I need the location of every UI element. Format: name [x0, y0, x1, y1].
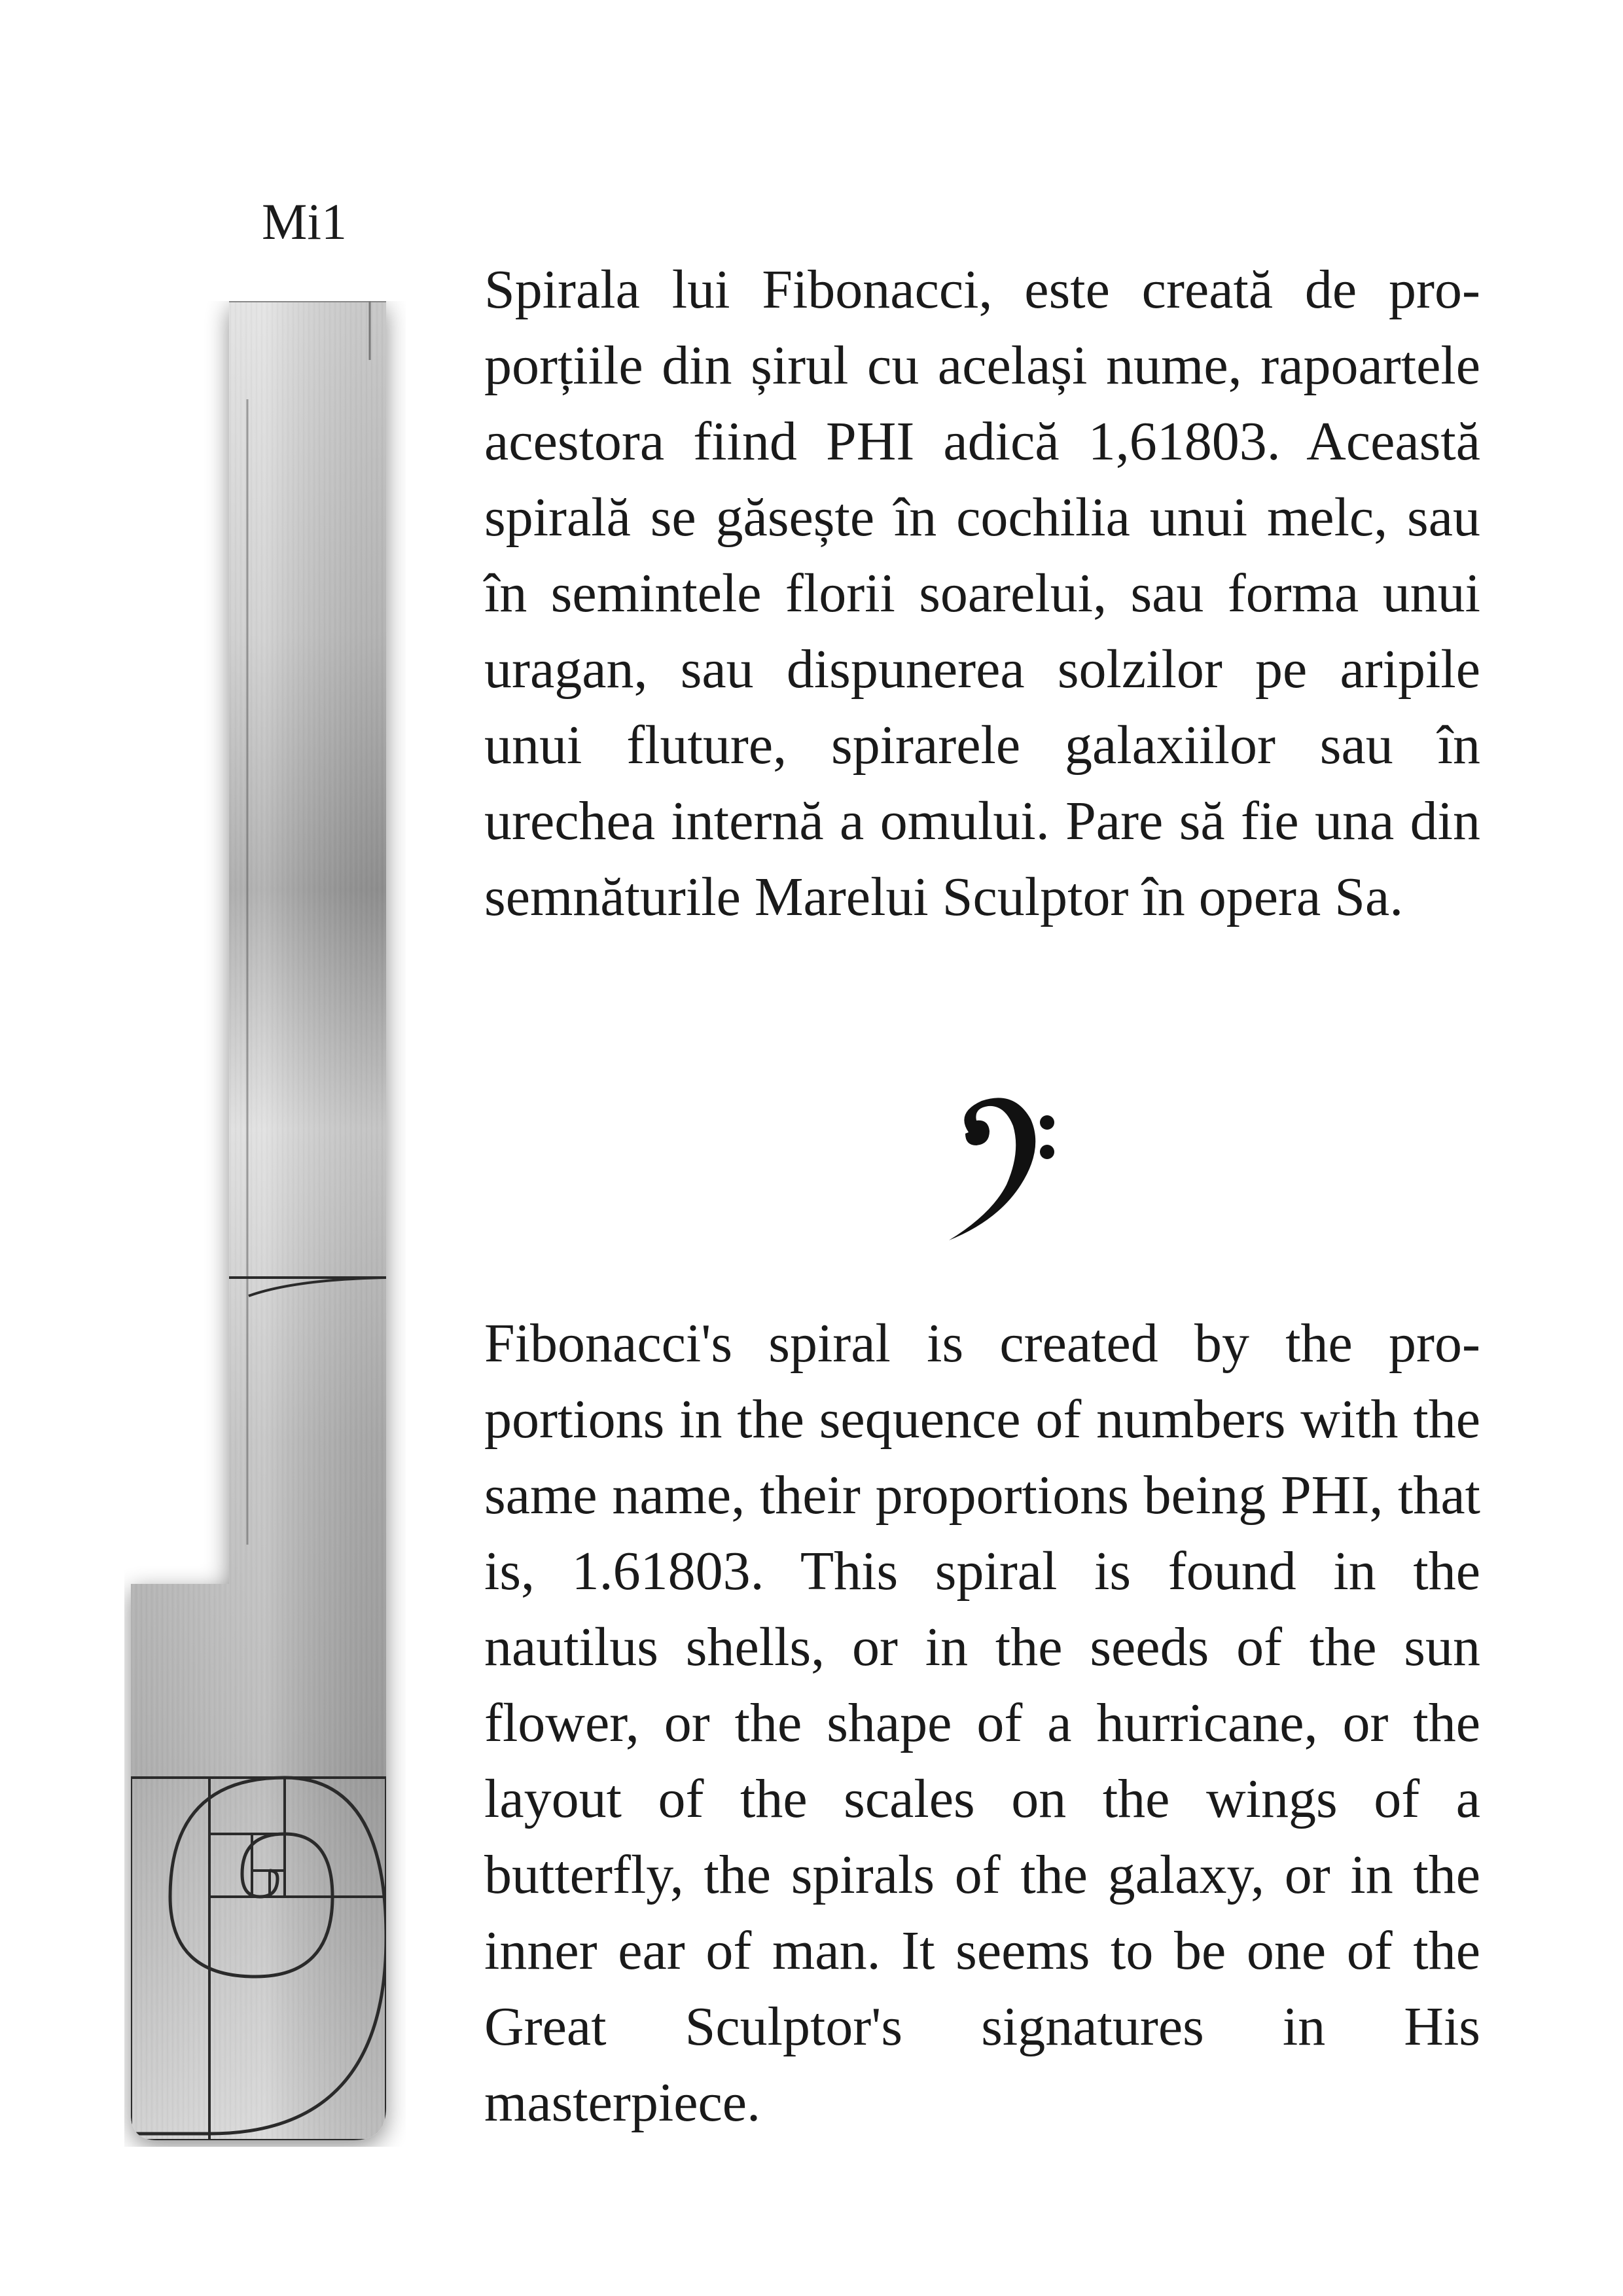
key-label: Mi1 — [262, 193, 348, 250]
english-paragraph: Fibonacci's spiral is created by the proportions in the sequence of numbers with the same name, their proportions being PHI, that is, 1.61803. This spiral is found in the nautilus shells, or in the seeds of the sun flower, or the shape of a hurricane, or the layout of the scales on the wings of a butterfly, the spirals of the galaxy, or in the inner ear of man. It seems to be one of the Great Sculptor's signatures in His masterpiece. — [484, 1313, 1480, 2133]
bass-clef-icon — [929, 1086, 1060, 1244]
romanian-paragraph: Spirala lui Fibonacci, este creată de proporțiile din șirul cu același nume, rapoartele acestora fiind PHI adică 1,61803. Această spirală se găsește în cochilia unui melc, sau în semintele florii soarelui, sau forma unui uragan, sau dispunerea solzilor pe aripile unui fluture, spirarele galaxiilor sau în urechea internă a omului. Pare să fie una din semnăturile Marelui Sculptor în opera Sa. — [484, 259, 1480, 927]
piano-key-fibonacci-spiral-icon — [124, 301, 406, 2147]
